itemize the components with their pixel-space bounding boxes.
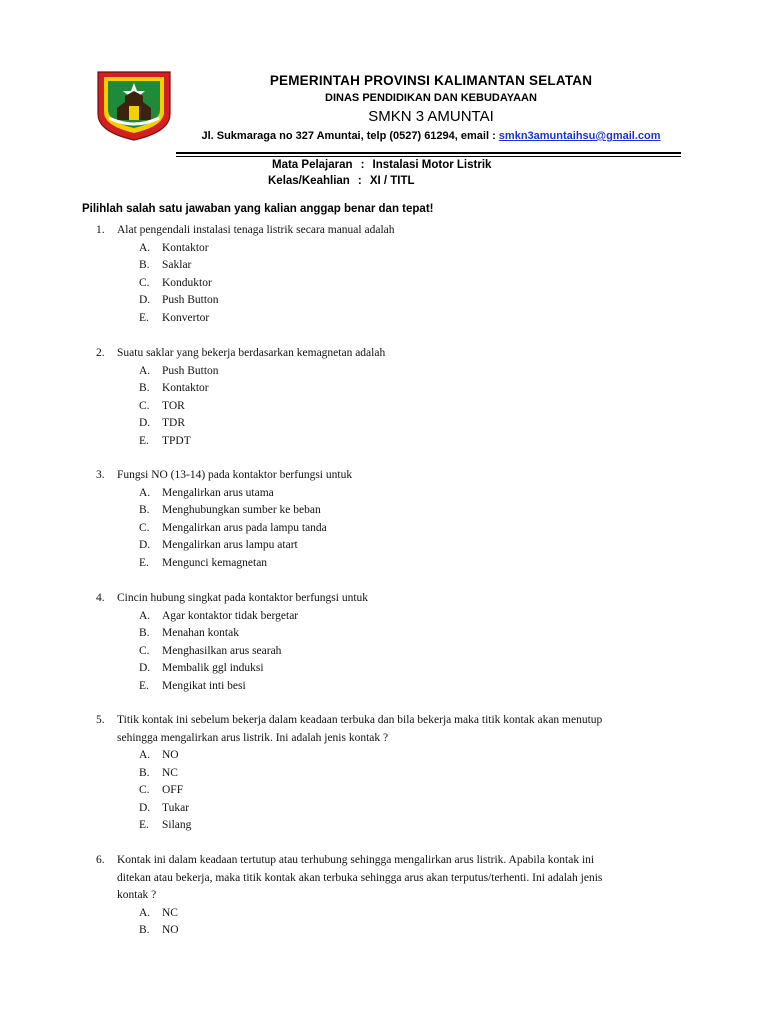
- question-text: ditekan atau bekerja, maka titik kontak akan terbuka sehingga arus akan terputus/terhenti. Ini adalah jenis: [117, 871, 603, 884]
- option-letter: A.: [139, 364, 151, 377]
- school-name: SMKN 3 AMUNTAI: [368, 108, 494, 125]
- option-letter: A.: [139, 609, 151, 622]
- option-letter: D.: [139, 662, 151, 674]
- option-text: NO: [162, 924, 179, 936]
- header-rule-thin: [176, 156, 681, 157]
- address-line: [176, 128, 686, 144]
- option-text: OFF: [162, 784, 184, 796]
- option-letter: A.: [139, 486, 151, 499]
- address-text: Jl. Sukmaraga no 327 Amuntai, telp (0527) 61294, email :: [201, 130, 499, 142]
- option-text: NO: [162, 749, 179, 761]
- question-number: 3.: [96, 469, 105, 481]
- subject-line: [272, 159, 491, 171]
- option-letter: E.: [139, 819, 149, 831]
- option-letter: E.: [139, 311, 149, 324]
- question-text: Fungsi NO (13-14) pada kontaktor berfungsi untuk: [117, 469, 353, 481]
- option-letter: B.: [139, 382, 150, 394]
- option-text: Mengalirkan arus lampu atart: [162, 539, 298, 551]
- option-letter: D.: [139, 417, 151, 429]
- option-letter: B.: [139, 766, 150, 779]
- option-text: TDR: [162, 417, 185, 429]
- option-letter: D.: [139, 294, 151, 306]
- option-text: Membalik ggl induksi: [162, 662, 264, 674]
- question-text: Suatu saklar yang bekerja berdasarkan kemagnetan adalah: [117, 347, 386, 359]
- question-text: Cincin hubung singkat pada kontaktor berfungsi untuk: [117, 592, 369, 604]
- header-rule-thick: [176, 152, 681, 154]
- option-text: Agar kontaktor tidak bergetar: [162, 609, 299, 622]
- option-text: Menghasilkan arus searah: [162, 644, 282, 657]
- regional-crest-icon: [95, 70, 173, 142]
- option-text: Push Button: [162, 294, 219, 306]
- subject-label: Mata Pelajaran: [272, 159, 353, 171]
- option-letter: E.: [139, 679, 149, 692]
- subject-value: Instalasi Motor Listrik: [372, 159, 492, 171]
- question-text: Alat pengendali instalasi tenaga listrik secara manual adalah: [117, 224, 395, 236]
- option-text: Kontaktor: [162, 382, 209, 394]
- option-letter: B.: [139, 627, 150, 639]
- option-text: NC: [162, 906, 178, 919]
- option-text: Mengunci kemagnetan: [162, 556, 268, 569]
- instruction: Pilihlah salah satu jawaban yang kalian anggap benar dan tepat!: [82, 203, 434, 215]
- question-text: Kontak ini dalam keadaan tertutup atau terhubung sehingga mengalirkan arus listrik. Apabila kontak ini: [117, 854, 595, 866]
- class-line: [268, 175, 415, 187]
- option-letter: C.: [139, 276, 150, 289]
- option-letter: A.: [139, 749, 151, 761]
- question-text: sehingga mengalirkan arus listrik. Ini adalah jenis kontak ?: [117, 731, 389, 744]
- email-link[interactable]: smkn3amuntaihsu@gmail.com: [498, 130, 661, 142]
- option-letter: C.: [139, 399, 150, 412]
- option-letter: A.: [139, 906, 151, 919]
- question-text: Titik kontak ini sebelum bekerja dalam keadaan terbuka dan bila bekerja maka titik kontak akan menutup: [117, 714, 603, 726]
- option-text: Push Button: [162, 364, 219, 377]
- option-letter: C.: [139, 644, 150, 657]
- question-number: 5.: [96, 714, 105, 726]
- question-text: kontak ?: [117, 889, 157, 901]
- option-text: TOR: [162, 399, 185, 412]
- option-text: Menghubungkan sumber ke beban: [162, 504, 321, 516]
- class-separator: :: [357, 175, 362, 187]
- option-text: Mengalirkan arus pada lampu tanda: [162, 521, 327, 534]
- option-text: Kontaktor: [162, 241, 209, 254]
- class-label: Kelas/Keahlian: [268, 175, 350, 187]
- letterhead: [176, 72, 686, 144]
- option-text: NC: [162, 766, 178, 779]
- option-letter: B.: [139, 504, 150, 516]
- government-title: PEMERINTAH PROVINSI KALIMANTAN SELATAN: [269, 73, 593, 88]
- option-letter: C.: [139, 521, 150, 534]
- option-text: Menahan kontak: [162, 627, 239, 639]
- option-letter: D.: [139, 801, 151, 814]
- option-text: Saklar: [162, 259, 192, 271]
- option-text: Mengikat inti besi: [162, 679, 246, 692]
- question-number: 6.: [96, 854, 105, 866]
- option-text: TPDT: [162, 434, 191, 447]
- option-text: Konvertor: [162, 311, 210, 324]
- option-letter: D.: [139, 539, 151, 551]
- subject-separator: :: [360, 159, 365, 171]
- question-number: 2.: [96, 347, 105, 359]
- option-text: Tukar: [162, 801, 190, 814]
- option-letter: B.: [139, 924, 150, 936]
- department-title: DINAS PENDIDIKAN DAN KEBUDAYAAN: [325, 92, 537, 104]
- option-letter: A.: [139, 241, 151, 254]
- question-number: 4.: [96, 592, 105, 604]
- option-text: Konduktor: [162, 276, 212, 289]
- option-letter: E.: [139, 434, 149, 447]
- option-letter: C.: [139, 784, 150, 796]
- option-text: Mengalirkan arus utama: [162, 486, 274, 499]
- option-letter: E.: [139, 556, 149, 569]
- option-text: Silang: [162, 819, 192, 831]
- class-value: XI / TITL: [369, 175, 415, 187]
- question-number: 1.: [96, 224, 105, 236]
- option-letter: B.: [139, 259, 150, 271]
